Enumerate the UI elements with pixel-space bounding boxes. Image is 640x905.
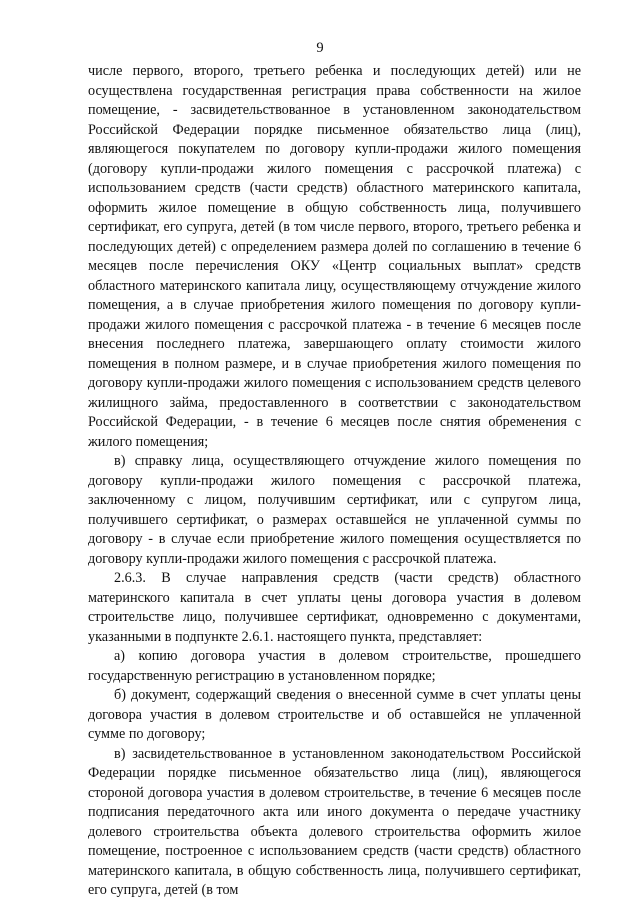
page-number: 9 [316, 40, 324, 56]
text-line: уплаченной сумме по договору; [88, 706, 581, 742]
text-line: договору - в случае если приобретение жилого помещения осуществляется [88, 531, 561, 547]
text-line: целевого жилищного займа, предоставленного в соответствии с [88, 375, 581, 411]
text-line: осуществлена государственная регистрация права собственности на жилое [88, 82, 581, 99]
text-line: осуществляющему отчуждение жилого помещения, а в случае [88, 277, 582, 313]
text-line: помещение, - засвидетельствованное в установленном законодательством [88, 102, 581, 118]
text-line: помещения с рассрочкой платежа - в течение 6 месяцев после внесения [88, 316, 581, 352]
text-line: документами, указанными в подпункте 2.6.1. настоящего пункта, [88, 609, 581, 645]
text-line: цены договора участия в долевом строительстве и об оставшейся не [88, 687, 582, 723]
text-line: течение 6 месяцев после подписания передаточного акта или иного [88, 784, 582, 820]
text-line: получившего сертификат, о размерах оставшейся не уплаченной суммы по [88, 511, 581, 528]
text-line: законодательством Российской Федерации, - в течение 6 месяцев после [88, 394, 582, 430]
text-line: договору купли-продажи жилого помещения с рассрочкой платежа, [88, 472, 581, 489]
text-line: третьего ребенка и последующих детей) с определением размера долей по [88, 219, 582, 255]
paragraph-clause-2-6-3 [88, 569, 581, 647]
document-body [88, 62, 581, 901]
text-line: в) справку лица, осуществляющего отчуждение жилого помещения по [114, 453, 581, 469]
text-line: материнского капитала в счет уплаты цены договора участия в долевом [88, 589, 581, 606]
text-line: государственную регистрацию в установленном порядке; [88, 667, 436, 684]
paragraph-item-a-contract-copy [88, 647, 581, 686]
text-line: договору купли-продажи жилого помещения с использованием средств [88, 375, 524, 391]
text-line: представляет: [398, 628, 483, 645]
text-line: Российской Федерации порядке письменное обязательство лица (лиц), [88, 121, 581, 138]
text-line: капитала, оформить жилое помещение в общую собственность лица, [88, 180, 581, 216]
paragraph-item-b-payment-document [88, 686, 581, 745]
text-line: в полном размере, и в случае приобретения жилого помещения по [162, 355, 581, 372]
text-line: средств (части средств) областного материнского капитала, в общую [88, 843, 581, 879]
text-line: получившего сертификат, его супруга, детей (в том числе первого, второго, [88, 199, 582, 235]
paragraph-continuation [88, 62, 581, 452]
text-line: собственность лица, получившего сертификат, его супруга, детей (в том [88, 862, 581, 898]
text-line: снятия обременения с жилого помещения; [88, 414, 581, 450]
text-line: а) копию договора участия в долевом строительстве, прошедшего [114, 648, 581, 664]
text-line: соглашению в течение 6 месяцев после перечисления ОКУ «Центр [88, 238, 581, 274]
text-line: документа о передаче участнику долевого строительства объекта долевого [88, 804, 582, 840]
text-line: использованием средств (части средств) областного материнского [88, 180, 515, 196]
text-line: строительства оформить жилое помещение, построенное с использованием [88, 823, 581, 859]
text-line: (договору купли-продажи жилого помещения с рассрочкой платежа) с [88, 160, 581, 177]
text-line: 2.6.3. В случае направления средств (части средств) областного [114, 570, 581, 586]
paragraph-item-v-obligation [88, 745, 581, 901]
paragraph-item-v-certificate [88, 452, 581, 569]
text-line: строительстве лицо, получившее сертификат, одновременно с [88, 609, 489, 625]
text-line: социальных выплат» средств областного материнского капитала лицу, [88, 258, 581, 294]
text-line: последнего платежа, завершающего оплату стоимости жилого помещения [88, 336, 581, 372]
text-line: Российской Федерации порядке письменное обязательство лица (лиц), [88, 745, 581, 781]
text-line: приобретения жилого помещения по договору купли-продажи жилого [88, 297, 582, 333]
text-line: по договору купли-продажи жилого помещения с рассрочкой платежа. [88, 531, 582, 567]
text-line: заключенному с лицом, получившим сертификат, или с супругом лица, [88, 492, 581, 508]
text-line: являющегося стороной договора участия в долевом строительстве, в [88, 765, 582, 801]
text-line: б) документ, содержащий сведения о внесенной сумме в счет уплаты [114, 687, 545, 703]
text-line: числе первого, второго, третьего ребенка и последующих детей) или не [88, 63, 581, 79]
text-line: являющегося покупателем по договору купли-продажи жилого помещения [88, 141, 581, 157]
text-line: в) засвидетельствованное в установленном законодательством [114, 745, 505, 762]
